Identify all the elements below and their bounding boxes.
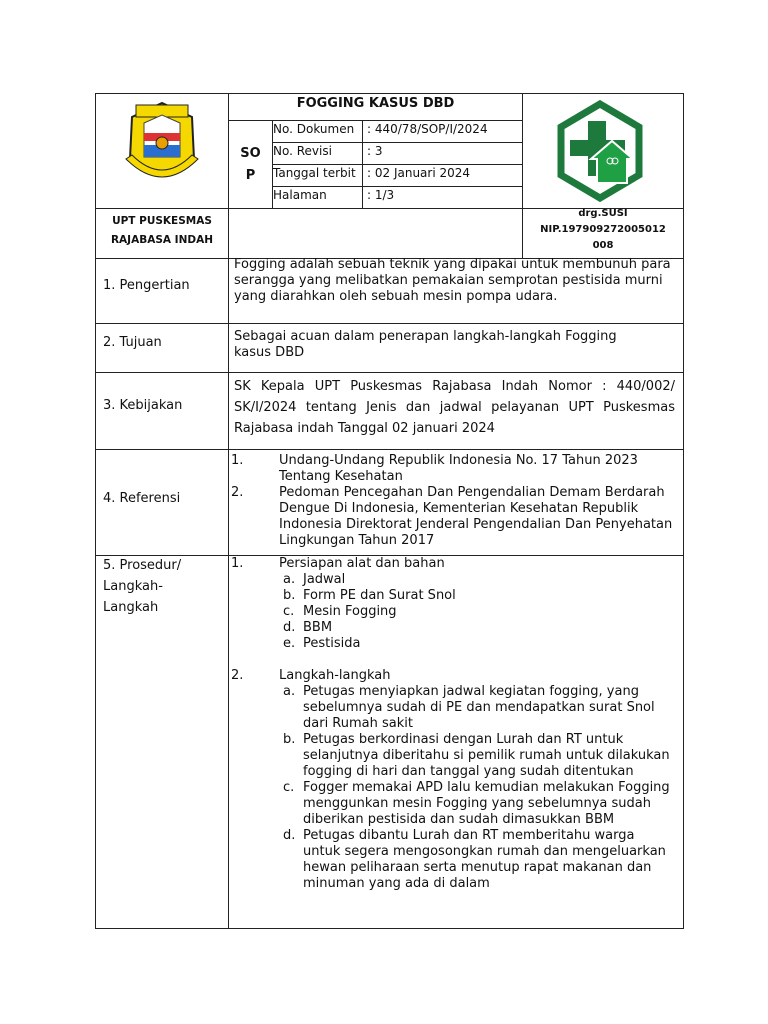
sub-item: [255, 604, 675, 620]
sub-item: [255, 588, 675, 604]
sub-item-text: Petugas berkordinasi dengan Lurah dan RT untuk selanjutnya diberitahu si pemilik rumah untuk dilakukan fogging di hari dan tanggal yang sudah ditentukan: [303, 732, 670, 779]
meta-label: No. Dokumen: [273, 122, 355, 136]
sub-item: [255, 732, 675, 780]
sub-letter: a.: [283, 572, 296, 587]
sub-item-text: Fogger memakai APD lalu kemudian melakukan Fogging menggunkan mesin Fogging yang sebelumnya sudah diberikan pestisida dan sudah dimasukkan BBM: [303, 780, 670, 827]
text-tujuan: Sebagai acuan dalam penerapan langkah-langkah Fogging kasus DBD: [234, 329, 617, 360]
list-number: 2.: [231, 485, 244, 500]
blank-cell: [228, 208, 523, 259]
sub-item-text: Petugas menyiapkan jadwal kegiatan fogging, yang sebelumnya sudah di PE dan mendapatkan surat Snol dari Rumah sakit: [303, 684, 655, 731]
meta-value-cell: [362, 142, 523, 165]
sub-item-text: BBM: [303, 620, 333, 635]
signer-name: drg.SUSI: [578, 208, 628, 219]
sub-letter: b.: [283, 732, 296, 747]
meta-label: No. Revisi: [273, 144, 332, 158]
list-number: 1.: [231, 453, 244, 468]
sub-letter: b.: [283, 588, 296, 603]
label-tujuan: 2. Tujuan: [103, 335, 162, 350]
org-line-1: UPT PUSKESMAS: [112, 215, 212, 227]
list-number: 2.: [231, 668, 244, 683]
label-line: 5. Prosedur/: [103, 558, 182, 573]
sop-label: [228, 143, 273, 187]
referensi-list: [231, 453, 675, 549]
sub-letter: a.: [283, 684, 296, 699]
sub-item: [255, 828, 675, 892]
list-item: [231, 453, 675, 485]
meta-value: : 3: [367, 144, 383, 158]
sub-letter: c.: [283, 604, 295, 619]
label-line: Langkah-: [103, 579, 163, 594]
text-kebijakan: SK Kepala UPT Puskesmas Rajabasa Indah Nomor : 440/002/ SK/I/2024 tentang Jenis dan jadwal pelayanan UPT Puskesmas Rajabasa indah Tanggal 02 januari 2024: [234, 379, 675, 436]
org-name: [95, 212, 229, 250]
sop-line-1: SO: [240, 146, 261, 161]
sub-letter: e.: [283, 636, 296, 651]
org-line-2: RAJABASA INDAH: [110, 234, 214, 246]
sub-letter: d.: [283, 620, 296, 635]
text-pengertian: Fogging adalah sebuah teknik yang dipakai untuk membunuh para serangga yang melibatkan pemakaian semprotan pestisida murni yang diarahkan oleh sebuah mesin pompa udara.: [234, 257, 671, 304]
sub-item: [255, 620, 675, 636]
sub-item: [255, 780, 675, 828]
sub-item-text: Petugas dibantu Lurah dan RT memberitahu warga untuk segera mengosongkan rumah dan mengeluarkan hewan peliharaan serta menutup rapat makanan dan minuman yang ada di dalam: [303, 828, 666, 891]
sub-item-text: Form PE dan Surat Snol: [303, 588, 456, 603]
sub-letter: c.: [283, 780, 295, 795]
signer-nip: NIP.197909272005012: [540, 224, 666, 235]
list-item: [231, 485, 675, 549]
signer-nip-cont: 008: [592, 240, 614, 251]
label-prosedur: [103, 555, 181, 618]
doc-title: FOGGING KASUS DBD: [296, 96, 455, 111]
meta-value: : 02 Januari 2024: [367, 166, 471, 180]
sop-line-2: P: [245, 168, 256, 183]
step-title: Persiapan alat dan bahan: [279, 556, 445, 571]
meta-label: Tanggal terbit: [273, 166, 356, 180]
referensi-item: Undang-Undang Republik Indonesia No. 17 Tahun 2023 Tentang Kesehatan: [279, 453, 638, 484]
sub-item: [255, 684, 675, 732]
sub-item: [255, 572, 675, 588]
sub-item-text: Pestisida: [303, 636, 361, 651]
sub-item: [255, 636, 675, 652]
label-referensi: 4. Referensi: [103, 491, 181, 506]
signer: [522, 206, 684, 254]
list-number: 1.: [231, 556, 244, 571]
sub-item-text: Mesin Fogging: [303, 604, 397, 619]
prosedur-list: [231, 556, 675, 926]
meta-value: : 1/3: [367, 188, 395, 202]
referensi-item: Pedoman Pencegahan Dan Pengendalian Demam Berdarah Dengue Di Indonesia, Kementerian Kesehatan Republik Indonesia Direktorat Jenderal Pengendalian Dan Penyehatan Lingkungan Tahun 2017: [279, 485, 673, 548]
sub-item-text: Jadwal: [303, 572, 346, 587]
sub-letter: d.: [283, 828, 296, 843]
puskesmas-logo: [557, 101, 643, 201]
label-pengertian: 1. Pengertian: [103, 278, 190, 293]
label-line: Langkah: [103, 600, 159, 615]
list-item: [231, 668, 675, 684]
step-title: Langkah-langkah: [279, 668, 391, 683]
bandar-lampung-logo: [122, 99, 202, 191]
meta-label: Halaman: [273, 188, 327, 202]
list-item: [231, 556, 675, 572]
meta-value: : 440/78/SOP/I/2024: [367, 122, 488, 136]
label-kebijakan: 3. Kebijakan: [103, 398, 183, 413]
